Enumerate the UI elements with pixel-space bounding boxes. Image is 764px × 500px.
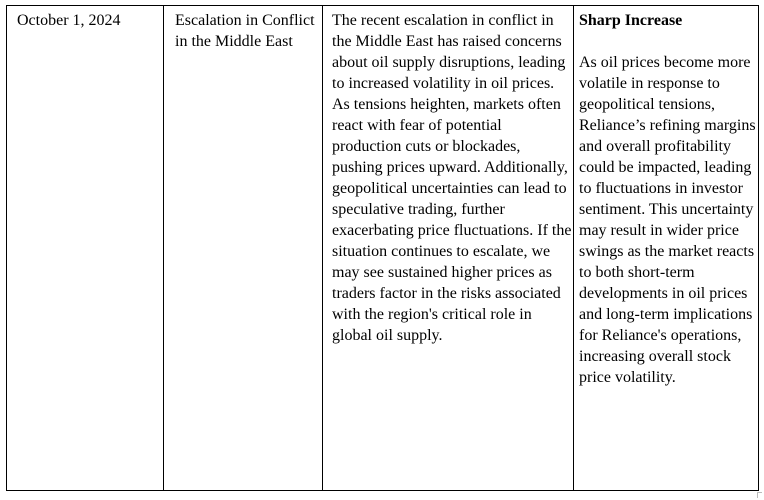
description-cell [323, 6, 574, 490]
impact-text: As oil prices become more volatile in response to geopolitical tensions, Reliance’s refining margins and overall profitability could be impacted, leading to fluctuations in investor sentiment. This uncertainty may result in wider price swings as the market reacts to both short-term developments in oil prices and long-term implications for Reliance's operations, increasing overall stock price volatility. [579, 54, 756, 386]
event-cell [164, 6, 323, 490]
event-text: Escalation in Conflict in the Middle East [175, 12, 315, 50]
date-text: October 1, 2024 [17, 12, 121, 29]
date-cell [7, 6, 164, 490]
impact-heading: Sharp Increase [579, 12, 683, 29]
resize-corner-mark [757, 492, 762, 498]
description-text: The recent escalation in conflict in the Middle East has raised concerns about oil supply disruptions, leading to increased volatility in oil prices. As tensions heighten, markets often react with fear of potential production cuts or blockades, pushing prices upward. Additionally, geopolitical uncertainties can lead to speculative trading, further exacerbating price fluctuations. If the situation continues to escalate, we may see sustained higher prices as traders factor in the risks associated with the region's critical role in global oil supply. [332, 12, 572, 344]
event-table [6, 5, 759, 491]
impact-cell [574, 6, 758, 490]
